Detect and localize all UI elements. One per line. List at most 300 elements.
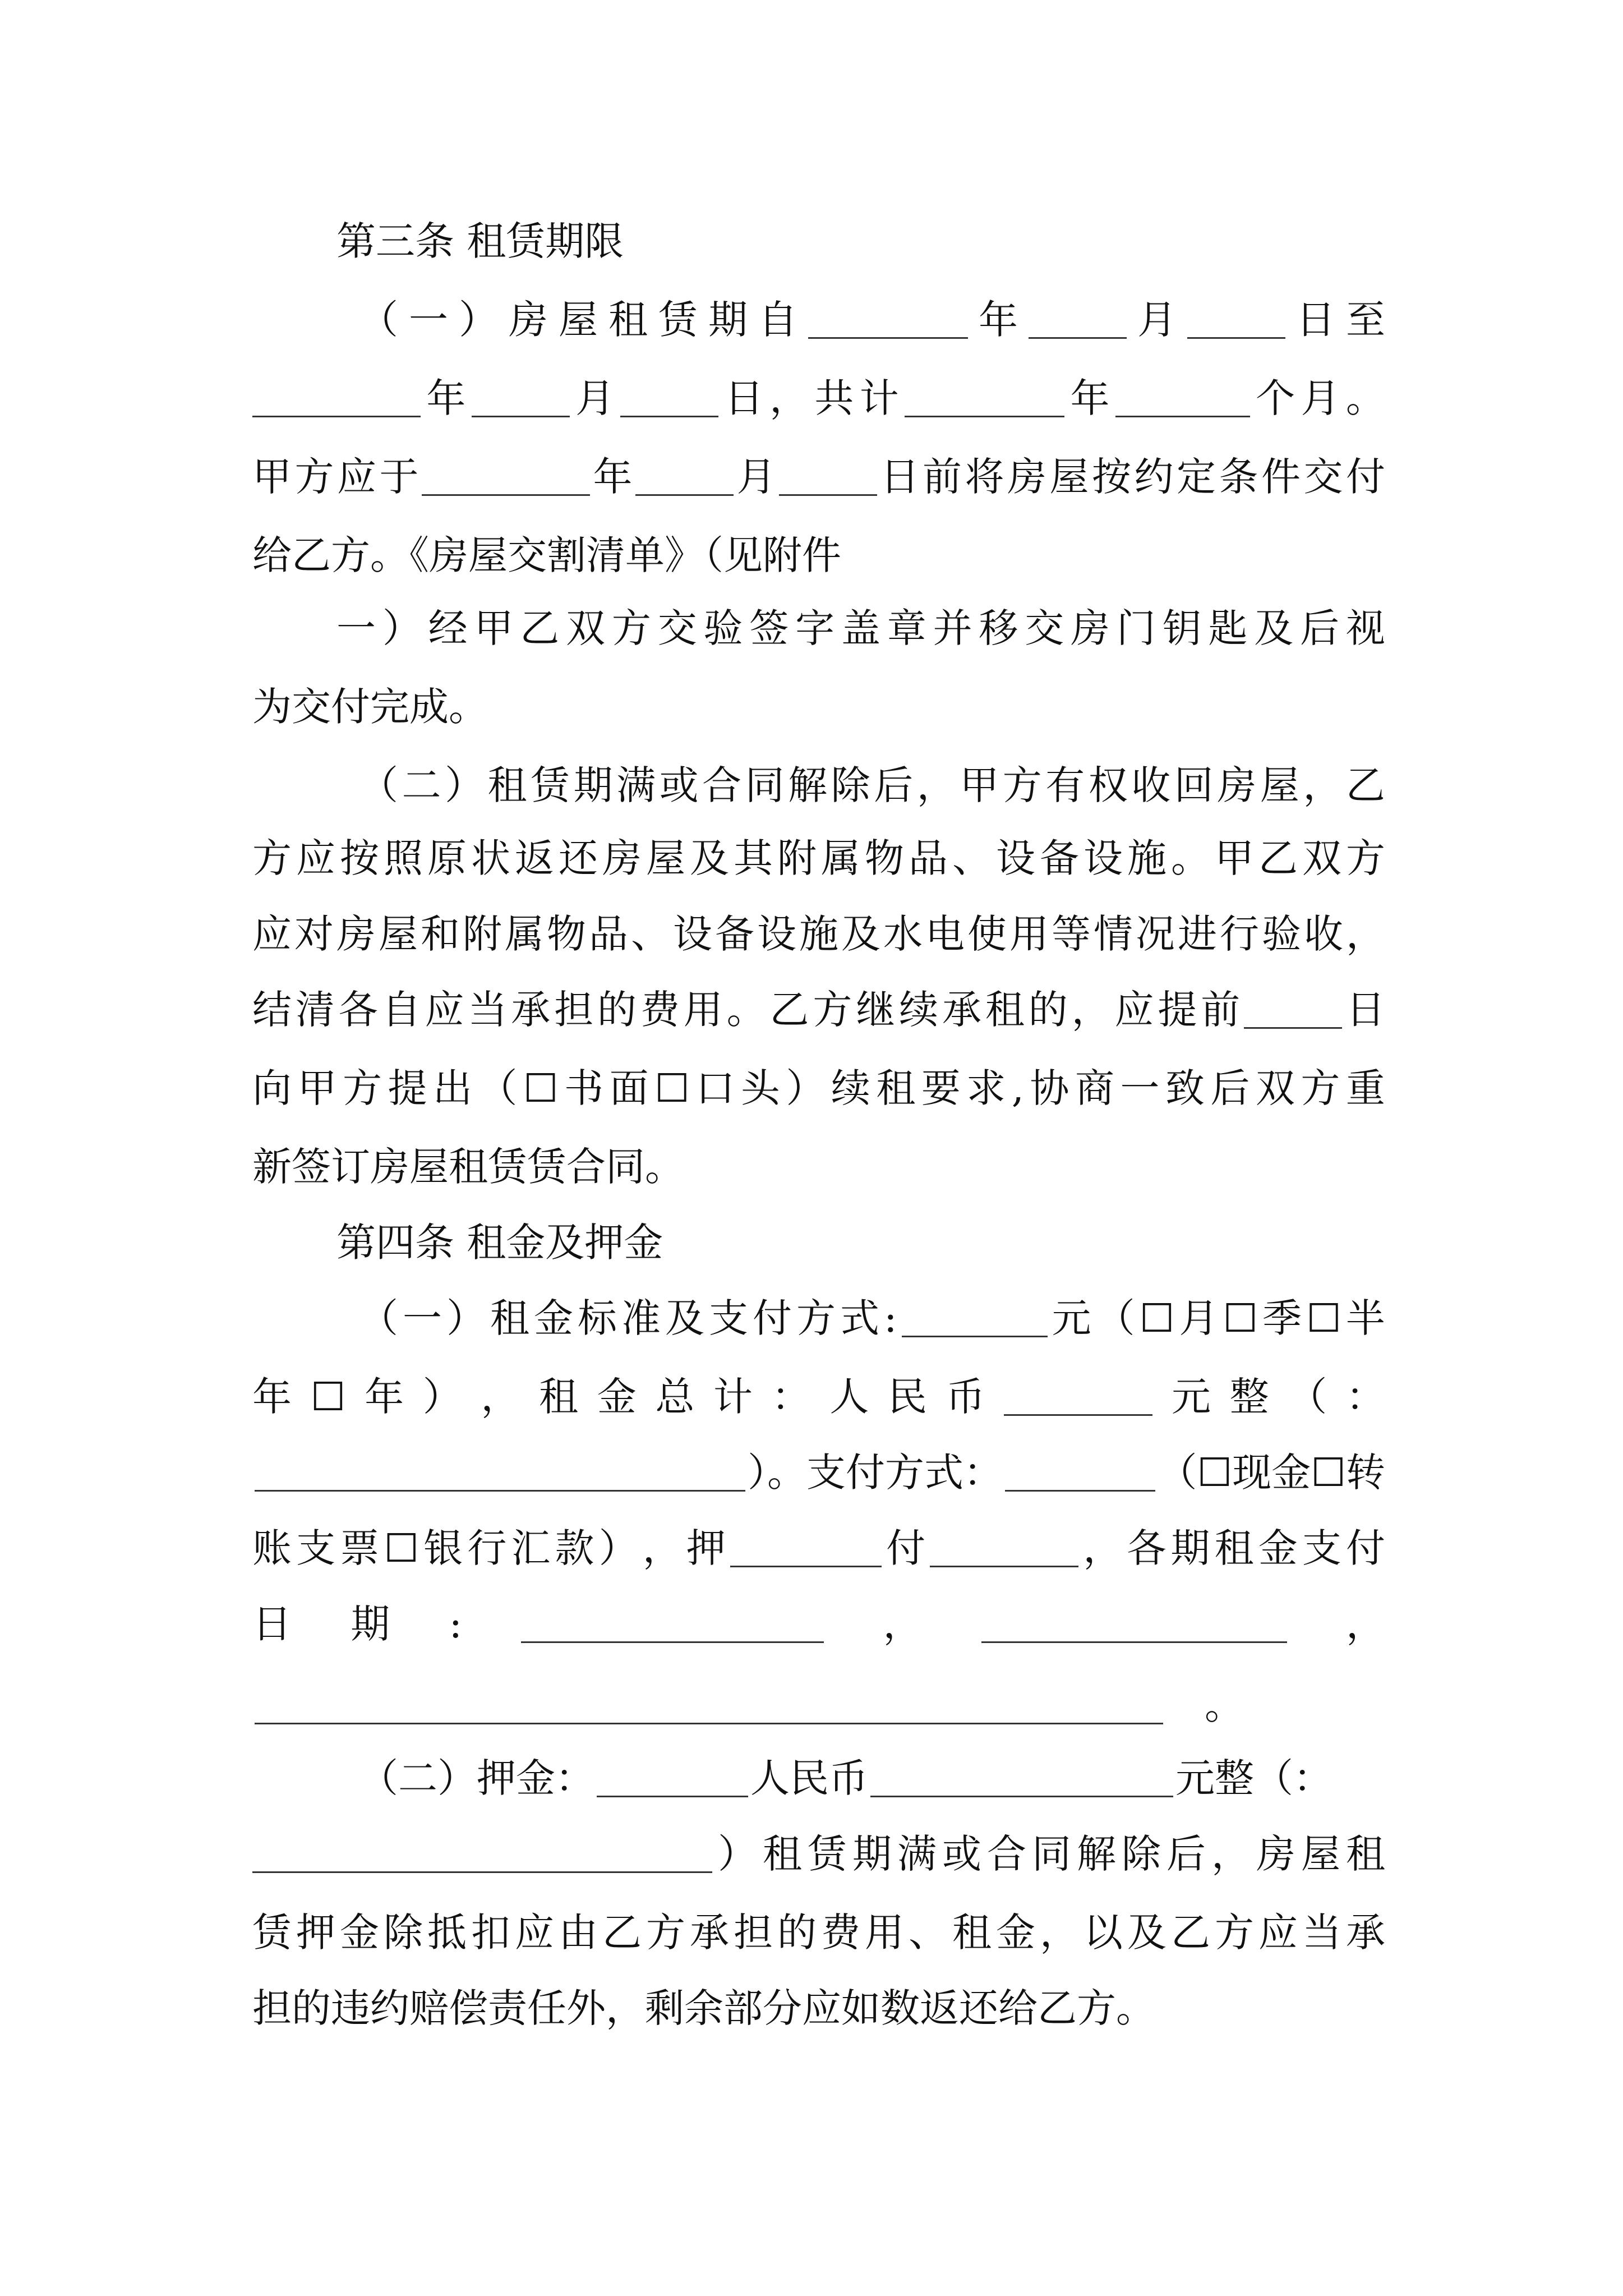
document-line — [252, 676, 1385, 738]
document-text: ）。支付方式： — [748, 1450, 1003, 1496]
document-text: 出 — [432, 1065, 472, 1111]
document-text: 方 — [1002, 762, 1042, 808]
document-text: 民 — [887, 1374, 927, 1420]
document-text: 支 — [1302, 1525, 1341, 1571]
document-text: 字 — [795, 605, 835, 651]
document-text: 方 — [342, 1065, 382, 1111]
document-text: 除 — [831, 762, 870, 808]
document-text: 日 — [1346, 987, 1385, 1033]
document-text: 元整（： — [1175, 1755, 1332, 1801]
document-text: （ — [1288, 1374, 1327, 1420]
document-text: ） — [382, 605, 422, 651]
document-text: 给乙方。《房屋交割清单》（见附件 — [252, 532, 841, 578]
document-text: 当 — [1302, 1910, 1341, 1955]
document-text: 付 — [753, 1295, 792, 1341]
document-text: 计 — [713, 1374, 753, 1420]
document-text: 年 — [593, 454, 633, 500]
document-line — [359, 754, 1385, 816]
document-text: 票 — [340, 1525, 380, 1571]
document-text: 金 — [340, 1910, 379, 1955]
document-text: 商 — [1075, 1065, 1114, 1111]
document-text: ， — [1346, 911, 1385, 957]
document-text: 重 — [1345, 1065, 1385, 1111]
document-text: 续 — [899, 987, 939, 1033]
document-text: 年 — [1070, 375, 1110, 421]
document-line — [252, 1366, 1385, 1428]
document-text: 。 — [1165, 1682, 1244, 1728]
document-text: 使 — [967, 911, 1007, 957]
document-text: 费 — [640, 987, 680, 1033]
document-text: 乙 — [769, 987, 809, 1033]
document-text: 赁 — [531, 762, 570, 808]
document-text: 屋 — [1260, 762, 1299, 808]
document-text: ， — [481, 1374, 520, 1420]
document-text: 移 — [979, 605, 1018, 651]
document-text: 满 — [897, 1831, 937, 1877]
document-text: 口 — [695, 1065, 735, 1111]
document-text: 屋 — [646, 835, 685, 881]
document-text: 房 — [1256, 1831, 1295, 1877]
document-text: 方 — [294, 454, 334, 500]
document-text: 乙 — [1258, 835, 1298, 881]
document-text: 施 — [799, 911, 838, 957]
document-text: ☐ — [1306, 1295, 1341, 1341]
document-text: 担 — [554, 987, 594, 1033]
document-text: 银 — [423, 1525, 463, 1571]
document-text: 应 — [425, 987, 464, 1033]
document-text: 承 — [942, 987, 981, 1033]
document-text: 视 — [1345, 605, 1385, 651]
document-text: 物 — [865, 835, 904, 881]
document-text: 币 — [946, 1374, 985, 1420]
document-line — [252, 367, 1385, 429]
blank-field-underline — [1187, 301, 1285, 339]
document-text: 权 — [1088, 762, 1128, 808]
document-text: 二 — [402, 762, 441, 808]
document-text: 担的违约赔偿责任外，剩余部分应如数返还给乙方。 — [252, 1985, 1155, 2031]
document-text: 租 — [490, 1295, 529, 1341]
document-text: 属 — [505, 911, 544, 957]
document-text: 房 — [1071, 605, 1110, 651]
document-text: 屋 — [1301, 1831, 1340, 1877]
document-text: ） — [598, 1525, 638, 1571]
document-text: 总 — [655, 1374, 695, 1420]
document-text: 品 — [589, 911, 628, 957]
document-text: 乙 — [1345, 762, 1385, 808]
document-line — [336, 597, 1385, 659]
document-text: 元 — [1171, 1374, 1211, 1420]
document-text: 方 — [796, 1295, 836, 1341]
document-text: 租 — [1214, 1525, 1254, 1571]
document-text: ☐ — [384, 1525, 419, 1571]
document-text: ☐ — [523, 1065, 559, 1111]
document-text: 验 — [1262, 911, 1301, 957]
document-text: 期 — [573, 762, 613, 808]
document-text: 章 — [887, 605, 926, 651]
document-text: 行 — [1220, 911, 1259, 957]
document-text: 赁 — [252, 1910, 292, 1955]
document-text: 及 — [1254, 605, 1294, 651]
document-text: 合 — [987, 1831, 1026, 1877]
blank-field-underline — [597, 1760, 748, 1797]
document-text: 用 — [1009, 911, 1049, 957]
document-text: 日 — [1296, 297, 1335, 343]
blank-field-underline — [1244, 991, 1342, 1029]
document-text: 签 — [749, 605, 789, 651]
document-text: 协 — [1030, 1065, 1069, 1111]
document-text: 品 — [909, 835, 948, 881]
document-text: 元 — [1052, 1295, 1091, 1341]
document-text: 合 — [702, 762, 742, 808]
document-text: 月 — [1301, 375, 1340, 421]
document-text: 方 — [1301, 1065, 1340, 1111]
document-text: ） — [445, 762, 485, 808]
document-text: 和 — [421, 911, 460, 957]
document-text: 一 — [336, 605, 376, 651]
document-text: 为交付完成。 — [252, 684, 488, 730]
document-text: 于 — [379, 454, 419, 500]
document-text: 回 — [1174, 762, 1214, 808]
document-text: （ — [359, 297, 398, 343]
document-text: 标 — [578, 1295, 617, 1341]
document-text: 及 — [665, 1295, 704, 1341]
document-text: 设 — [757, 911, 796, 957]
document-text: 除 — [384, 1910, 423, 1955]
document-text: 、 — [952, 835, 992, 881]
document-text: 期 — [708, 297, 748, 343]
document-text: 按 — [1092, 454, 1131, 500]
document-text: 金 — [996, 1910, 1035, 1955]
document-text: （二）押金： — [359, 1755, 594, 1801]
blank-field-underline — [472, 380, 570, 417]
document-text: ） — [786, 1065, 826, 1111]
document-text: 交 — [1025, 605, 1064, 651]
document-text: 约 — [1134, 454, 1174, 500]
document-text: 钥 — [1162, 605, 1202, 651]
document-text: 屋 — [379, 911, 418, 957]
document-text: 第三条 租赁期限 — [336, 218, 624, 264]
document-text: ， — [1303, 762, 1343, 808]
document-text: 及 — [690, 835, 729, 881]
document-text: 满 — [616, 762, 656, 808]
document-text: 方 — [252, 835, 292, 881]
document-text: 共 — [814, 375, 854, 421]
document-text: 半 — [1345, 1295, 1385, 1341]
document-text: 继 — [856, 987, 896, 1033]
document-text: 致 — [1165, 1065, 1205, 1111]
document-text: 月 — [1137, 297, 1177, 343]
document-text: ， — [642, 1525, 682, 1571]
document-text: 自 — [758, 297, 797, 343]
document-text: 及 — [1127, 1910, 1166, 1955]
blank-field-underline — [252, 1835, 712, 1873]
document-text: ） — [446, 1295, 486, 1341]
document-text: 求 — [966, 1065, 1006, 1111]
document-text: ， — [883, 1601, 923, 1647]
document-text: 押 — [296, 1910, 335, 1955]
document-text: 季 — [1262, 1295, 1302, 1341]
document-text: 将 — [965, 454, 1004, 500]
document-text: 用 — [865, 1910, 904, 1955]
document-text: ☐ — [654, 1065, 690, 1111]
document-text: 承 — [1346, 1910, 1385, 1955]
document-line — [336, 1212, 1385, 1273]
document-text: ， — [1211, 1831, 1251, 1877]
blank-field-underline — [930, 1530, 1078, 1567]
document-text: 设 — [673, 911, 712, 957]
document-text: 水 — [883, 911, 923, 957]
document-text: 年 — [252, 1374, 292, 1420]
document-text: ） — [459, 297, 498, 343]
document-text: ， — [1083, 1525, 1123, 1571]
blank-field-underline — [620, 380, 718, 417]
document-text: ， — [769, 375, 809, 421]
document-text: 双 — [566, 605, 606, 651]
document-text: 乙 — [602, 1910, 642, 1955]
document-text: 同 — [1032, 1831, 1071, 1877]
document-text: ） — [718, 1831, 757, 1877]
document-text: 付 — [886, 1525, 926, 1571]
document-text: 对 — [294, 911, 334, 957]
document-text: 月 — [736, 454, 776, 500]
document-text: 赁 — [658, 297, 698, 343]
document-text: 备 — [1040, 835, 1079, 881]
document-line — [252, 903, 1385, 965]
document-text: 以 — [1083, 1910, 1123, 1955]
document-text: 担 — [734, 1910, 773, 1955]
document-text: 备 — [715, 911, 754, 957]
document-text: 甲 — [297, 1065, 337, 1111]
document-text: （ — [359, 762, 398, 808]
document-text: 租 — [763, 1831, 802, 1877]
document-text: 甲 — [1215, 835, 1254, 881]
document-text: 。 — [726, 987, 766, 1033]
document-text: ： — [771, 1374, 811, 1420]
document-text: 后 — [1166, 1831, 1206, 1877]
document-text: 应 — [515, 1910, 554, 1955]
blank-field-underline — [635, 458, 734, 496]
document-text: 续 — [831, 1065, 870, 1111]
document-text: （ — [359, 1295, 398, 1341]
document-text: 新签订房屋租赁赁合同。 — [252, 1144, 684, 1190]
document-text: 支 — [709, 1295, 748, 1341]
document-text: 个 — [1256, 375, 1295, 421]
document-text: 赁 — [808, 1831, 847, 1877]
document-text: 门 — [1116, 605, 1156, 651]
document-text: 后 — [1300, 605, 1340, 651]
document-text: 方 — [646, 1910, 685, 1955]
document-text: 设 — [1083, 835, 1123, 881]
document-text: 及 — [841, 911, 880, 957]
document-text: 匙 — [1208, 605, 1248, 651]
document-text: 附 — [463, 911, 502, 957]
document-line — [252, 1674, 1385, 1736]
document-text: 后 — [1210, 1065, 1250, 1111]
document-text: 乙 — [1171, 1910, 1210, 1955]
document-text: 押 — [686, 1525, 726, 1571]
document-text: 或 — [659, 762, 699, 808]
document-text: 承 — [690, 1910, 729, 1955]
document-text: 租 — [539, 1374, 579, 1420]
document-text: 由 — [559, 1910, 598, 1955]
document-text: 经 — [428, 605, 468, 651]
document-text: 租 — [487, 762, 527, 808]
document-text: 日 — [880, 454, 920, 500]
document-text: 方 — [1346, 835, 1385, 881]
document-text: 结 — [252, 987, 292, 1033]
document-text: 账 — [252, 1525, 292, 1571]
document-text: 解 — [788, 762, 828, 808]
document-text: 提 — [1158, 987, 1197, 1033]
document-line — [252, 1823, 1385, 1885]
document-text: （ — [1095, 1295, 1135, 1341]
document-text: 按 — [340, 835, 379, 881]
document-text: 情 — [1094, 911, 1133, 957]
document-text: 扣 — [471, 1910, 510, 1955]
document-text: 盖 — [841, 605, 880, 651]
document-line — [252, 1593, 1385, 1655]
document-text: 行 — [467, 1525, 507, 1571]
blank-field-underline — [1029, 301, 1127, 339]
document-text: , — [1011, 1065, 1025, 1111]
document-line — [359, 1747, 1385, 1809]
blank-field-underline — [808, 301, 968, 339]
document-text: 交 — [1303, 454, 1343, 500]
document-text: 附 — [777, 835, 817, 881]
document-text: ， — [916, 762, 956, 808]
document-text: 至 — [1346, 297, 1385, 343]
document-text: 款 — [555, 1525, 594, 1571]
document-text: 甲 — [474, 605, 514, 651]
blank-field-underline — [902, 1300, 1048, 1337]
document-line — [252, 1517, 1385, 1579]
document-line — [336, 210, 1385, 272]
document-text: 的 — [777, 1910, 817, 1955]
document-text: 或 — [942, 1831, 981, 1877]
document-text: 向 — [252, 1065, 292, 1111]
document-text: 一 — [403, 1295, 442, 1341]
document-text: 前 — [923, 454, 962, 500]
document-text: : — [449, 1601, 463, 1647]
document-text: : — [884, 1295, 897, 1341]
document-text: 甲 — [960, 762, 999, 808]
document-text: 房 — [602, 835, 642, 881]
blank-field-underline — [252, 380, 421, 417]
document-line — [252, 979, 1385, 1041]
blank-field-underline — [905, 380, 1064, 417]
document-text: 月 — [1179, 1295, 1219, 1341]
document-text: 应 — [296, 835, 335, 881]
document-text: 况 — [1136, 911, 1175, 957]
document-text: 设 — [996, 835, 1035, 881]
document-text: 抵 — [427, 1910, 467, 1955]
document-text: 年 — [365, 1374, 404, 1420]
document-line — [252, 1977, 1385, 2039]
document-text: 承 — [511, 987, 551, 1033]
document-text: 金 — [1258, 1525, 1298, 1571]
document-text: 。 — [1171, 835, 1210, 881]
document-text: 租 — [985, 987, 1025, 1033]
document-text: 甲 — [252, 454, 292, 500]
document-text: 后 — [874, 762, 914, 808]
document-text: 。 — [1345, 375, 1385, 421]
document-line — [252, 1057, 1385, 1119]
document-text: 同 — [745, 762, 785, 808]
document-text: 并 — [933, 605, 972, 651]
document-text: 应 — [252, 911, 292, 957]
blank-field-underline — [255, 1687, 1163, 1724]
document-text: （☐现金☐转 — [1158, 1450, 1385, 1496]
document-text: 金 — [534, 1295, 573, 1341]
document-text: 、 — [909, 1910, 948, 1955]
document-text: 照 — [384, 835, 423, 881]
blank-field-underline — [422, 458, 590, 496]
blank-field-underline — [779, 458, 877, 496]
document-text: 乙 — [520, 605, 560, 651]
document-text: 租 — [876, 1065, 916, 1111]
blank-field-underline — [521, 1605, 824, 1643]
document-text: 自 — [381, 987, 421, 1033]
document-text: 方 — [813, 987, 852, 1033]
document-text: 应 — [1114, 987, 1154, 1033]
document-text: 付 — [1345, 1525, 1385, 1571]
document-text: 、 — [631, 911, 670, 957]
document-text: 的 — [597, 987, 637, 1033]
document-text: 月 — [575, 375, 615, 421]
document-line — [359, 1287, 1385, 1349]
document-text: 一 — [409, 297, 448, 343]
document-text: 原 — [427, 835, 467, 881]
document-text: 还 — [559, 835, 598, 881]
document-text: 一 — [1120, 1065, 1160, 1111]
document-text: 应 — [337, 454, 376, 500]
document-text: 整 — [1229, 1374, 1269, 1420]
document-text: 头 — [740, 1065, 780, 1111]
document-text: 日 — [252, 1601, 292, 1647]
document-text: 其 — [734, 835, 773, 881]
document-text: 属 — [821, 835, 860, 881]
document-text: ， — [1071, 987, 1111, 1033]
document-text: 用 — [683, 987, 723, 1033]
blank-field-underline — [1004, 1378, 1152, 1416]
document-text: 收 — [1304, 911, 1343, 957]
document-text: 付 — [1346, 454, 1385, 500]
document-line — [252, 827, 1385, 889]
document-text: 计 — [859, 375, 899, 421]
document-text: 进 — [1178, 911, 1217, 957]
document-text: 件 — [1261, 454, 1301, 500]
document-text: 式 — [840, 1295, 879, 1341]
document-text: 方 — [611, 605, 651, 651]
blank-field-underline — [981, 1605, 1287, 1643]
document-text: 期 — [351, 1601, 390, 1647]
document-text: 租 — [952, 1910, 992, 1955]
document-text: 应 — [1258, 1910, 1298, 1955]
document-text: 支 — [296, 1525, 336, 1571]
document-text: 期 — [852, 1831, 892, 1877]
document-text: 电 — [925, 911, 965, 957]
document-text: ， — [1040, 1910, 1079, 1955]
document-text: 要 — [921, 1065, 961, 1111]
blank-field-underline — [1115, 380, 1250, 417]
document-text: 各 — [338, 987, 378, 1033]
document-text: 等 — [1052, 911, 1091, 957]
document-text: 收 — [1131, 762, 1171, 808]
document-text: 房 — [509, 297, 548, 343]
document-text: 提 — [388, 1065, 427, 1111]
document-text: 准 — [621, 1295, 661, 1341]
document-text: 书 — [564, 1065, 604, 1111]
